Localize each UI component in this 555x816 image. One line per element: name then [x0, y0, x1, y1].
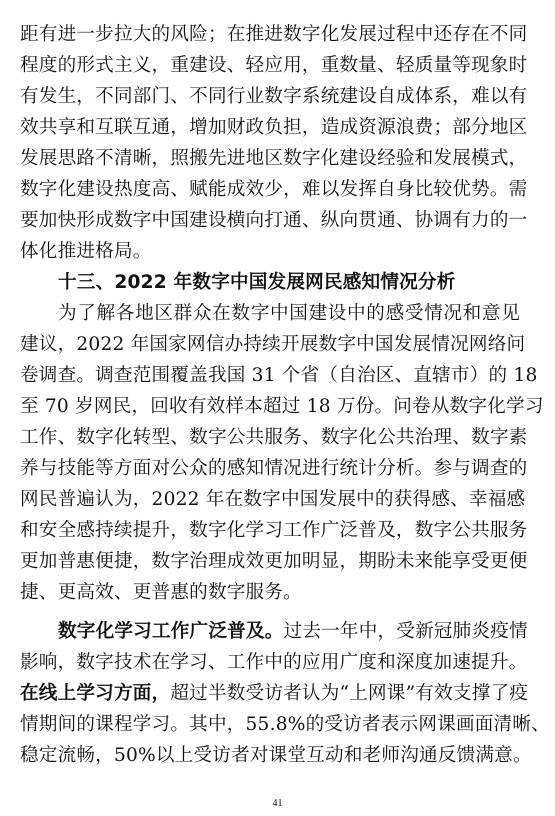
text-line: 影响，数字技术在学习、工作中的应用广度和深度加速提升。	[20, 652, 528, 673]
text-line: 养与技能等方面对公众的感知情况进行统计分析。参与调查的	[20, 458, 528, 479]
text-line: 体化推进格局。	[20, 241, 152, 262]
text-line: 为了解各地区群众在数字中国建设中的感受情况和意见	[58, 303, 520, 324]
section-heading: 十三、2022 年数字中国发展网民感知情况分析	[58, 272, 456, 293]
text-line: 数字化学习工作广泛普及。过去一年中，受新冠肺炎疫情	[58, 621, 528, 642]
bold-lead: 数字化学习工作广泛普及。	[58, 621, 284, 642]
text-line: 和安全感持续提升，数字化学习工作广泛普及，数字公共服务	[20, 520, 528, 541]
text-line: 在线上学习方面，超过半数受访者认为“上网课”有效支撑了疫	[20, 683, 529, 704]
text-line: 工作、数字化转型、数字公共服务、数字化公共治理、数字素	[20, 427, 528, 448]
page-number: 41	[272, 798, 283, 809]
text-line: 发展思路不清晰，照搬先进地区数字化建设经验和发展模式，	[20, 148, 528, 169]
text-line: 稳定流畅，50%以上受访者对课堂互动和老师沟通反馈满意。	[20, 745, 532, 766]
text-line: 程度的形式主义，重建设、轻应用，重数量、轻质量等现象时	[20, 55, 528, 76]
text-line: 效共享和互联互通，增加财政负担，造成资源浪费；部分地区	[20, 117, 528, 138]
text-line: 至 70 岁网民，回收有效样本超过 18 万份。问卷从数字化学习	[20, 396, 544, 417]
text-line: 捷、更高效、更普惠的数字服务。	[20, 582, 302, 603]
bold-lead: 在线上学习方面，	[20, 683, 171, 704]
text-line: 距有进一步拉大的风险；在推进数字化发展过程中还存在不同	[20, 24, 528, 45]
text-line: 网民普遍认为，2022 年在数字中国发展中的获得感、幸福感	[20, 489, 526, 510]
text-line: 卷调查。调查范围覆盖我国 31 个省（自治区、直辖市）的 18	[20, 365, 538, 386]
text-line: 建议，2022 年国家网信办持续开展数字中国发展情况网络问	[20, 334, 526, 355]
text-line: 有发生，不同部门、不同行业数字系统建设自成体系，难以有	[20, 86, 528, 107]
text-line: 要加快形成数字中国建设横向打通、纵向贯通、协调有力的一	[20, 210, 528, 231]
text-line: 数字化建设热度高、赋能成效少，难以发挥自身比较优势。需	[20, 179, 528, 200]
text-line: 更加普惠便捷，数字治理成效更加明显，期盼未来能享受更便	[20, 551, 528, 572]
text-line: 情期间的课程学习。其中，55.8%的受访者表示网课画面清晰、	[20, 714, 550, 735]
